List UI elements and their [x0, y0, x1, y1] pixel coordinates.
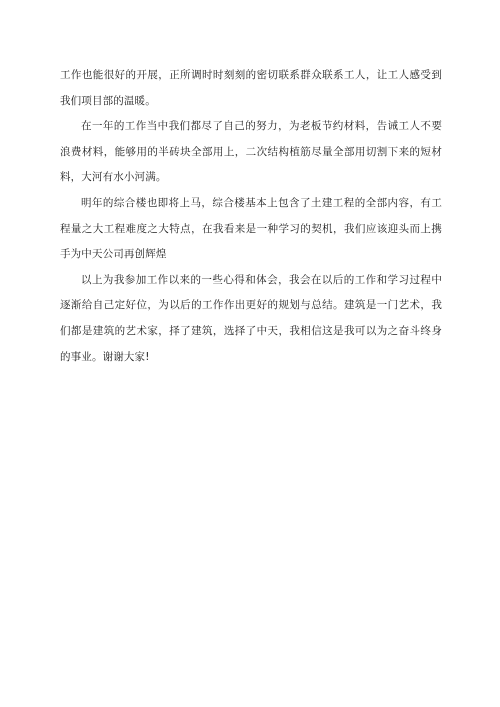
paragraph-1: 工作也能很好的开展，正所调时时刻刻的密切联系群众联系工人，让工人感受到我们项目部的温暖。	[60, 69, 442, 107]
paragraph-2: 在一年的工作当中我们都尽了自己的努力，为老板节约材料，告诫工人不要浪费材料，能够用的半砖块全部用上，二次结构植筋尽量全部用切割下来的短材料，大河有水小河满。	[60, 120, 442, 184]
paragraph-3: 明年的综合楼也即将上马，综合楼基本上包含了土建工程的全部内容，有工程量之大工程难度之大特点，在我看来是一种学习的契机，我们应该迎头而上携手为中天公司再创辉煌	[60, 196, 442, 261]
document-body	[60, 63, 442, 370]
paragraph-4: 以上为我参加工作以来的一些心得和体会，我会在以后的工作和学习过程中逐渐给自己定好位，为以后的工作作出更好的规划与总结。建筑是一门艺术，我们都是建筑的艺术家，择了建筑，选择了中天，我相信这是我可以为之奋斗终身的事业。谢谢大家!	[60, 273, 442, 363]
